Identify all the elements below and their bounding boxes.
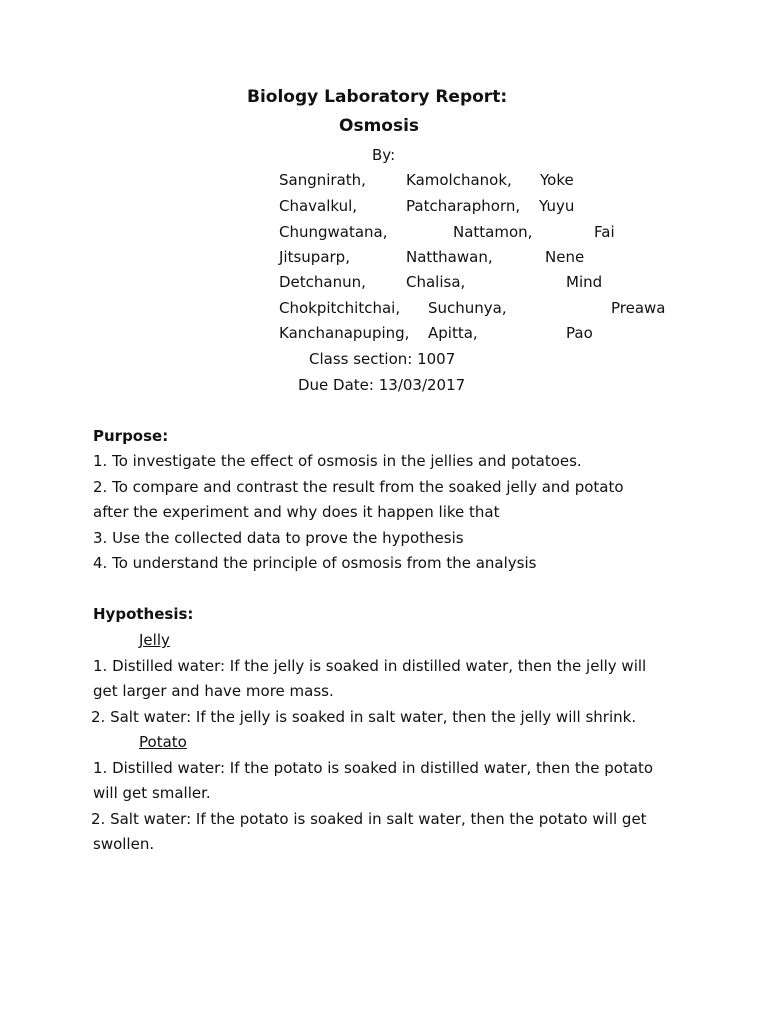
author-nickname: Pao — [566, 324, 593, 342]
purpose-line: 3. Use the collected data to prove the hypothesis — [93, 529, 464, 547]
author-last-name: Detchanun, — [279, 273, 366, 291]
report-subtitle: Osmosis — [339, 116, 420, 136]
jelly-hypothesis-line: 2. Salt water: If the jelly is soaked in salt water, then the jelly will shrink. — [91, 708, 637, 726]
report-title: Biology Laboratory Report: — [247, 87, 508, 107]
potato-hypothesis-line: swollen. — [93, 835, 155, 853]
purpose-line: 4. To understand the principle of osmosis from the analysis — [93, 554, 537, 572]
author-first-name: Nattamon, — [453, 223, 533, 241]
author-first-name: Suchunya, — [428, 299, 507, 317]
jelly-subheading: Jelly — [139, 631, 170, 649]
author-first-name: Chalisa, — [406, 273, 466, 291]
author-nickname: Mind — [566, 273, 603, 291]
purpose-heading: Purpose: — [93, 427, 169, 445]
potato-hypothesis-line: 2. Salt water: If the potato is soaked in salt water, then the potato will get — [91, 810, 647, 828]
purpose-line: 2. To compare and contrast the result from the soaked jelly and potato — [93, 478, 624, 496]
author-first-name: Kamolchanok, — [406, 171, 512, 189]
author-first-name: Apitta, — [428, 324, 478, 342]
author-last-name: Jitsuparp, — [279, 248, 350, 266]
author-nickname: Yuyu — [539, 197, 575, 215]
jelly-hypothesis-line: 1. Distilled water: If the jelly is soaked in distilled water, then the jelly will — [93, 657, 647, 675]
author-last-name: Sangnirath, — [279, 171, 366, 189]
potato-subheading: Potato — [139, 733, 187, 751]
author-first-name: Natthawan, — [406, 248, 493, 266]
author-first-name: Patcharaphorn, — [406, 197, 521, 215]
author-nickname: Fai — [594, 223, 615, 241]
author-last-name: Chokpitchitchai, — [279, 299, 401, 317]
author-last-name: Chungwatana, — [279, 223, 388, 241]
purpose-line: after the experiment and why does it happen like that — [93, 503, 500, 521]
potato-hypothesis-line: will get smaller. — [93, 784, 211, 802]
jelly-hypothesis-line: get larger and have more mass. — [93, 682, 334, 700]
purpose-line: 1. To investigate the effect of osmosis in the jellies and potatoes. — [93, 452, 582, 470]
by-label: By: — [372, 146, 396, 164]
author-nickname: Nene — [545, 248, 585, 266]
author-nickname: Preawa — [611, 299, 666, 317]
potato-hypothesis-line: 1. Distilled water: If the potato is soaked in distilled water, then the potato — [93, 759, 654, 777]
author-last-name: Kanchanapuping, — [279, 324, 410, 342]
due-date: Due Date: 13/03/2017 — [298, 376, 466, 394]
hypothesis-heading: Hypothesis: — [93, 605, 194, 623]
class-section: Class section: 1007 — [309, 350, 456, 368]
author-last-name: Chavalkul, — [279, 197, 358, 215]
author-nickname: Yoke — [540, 171, 574, 189]
